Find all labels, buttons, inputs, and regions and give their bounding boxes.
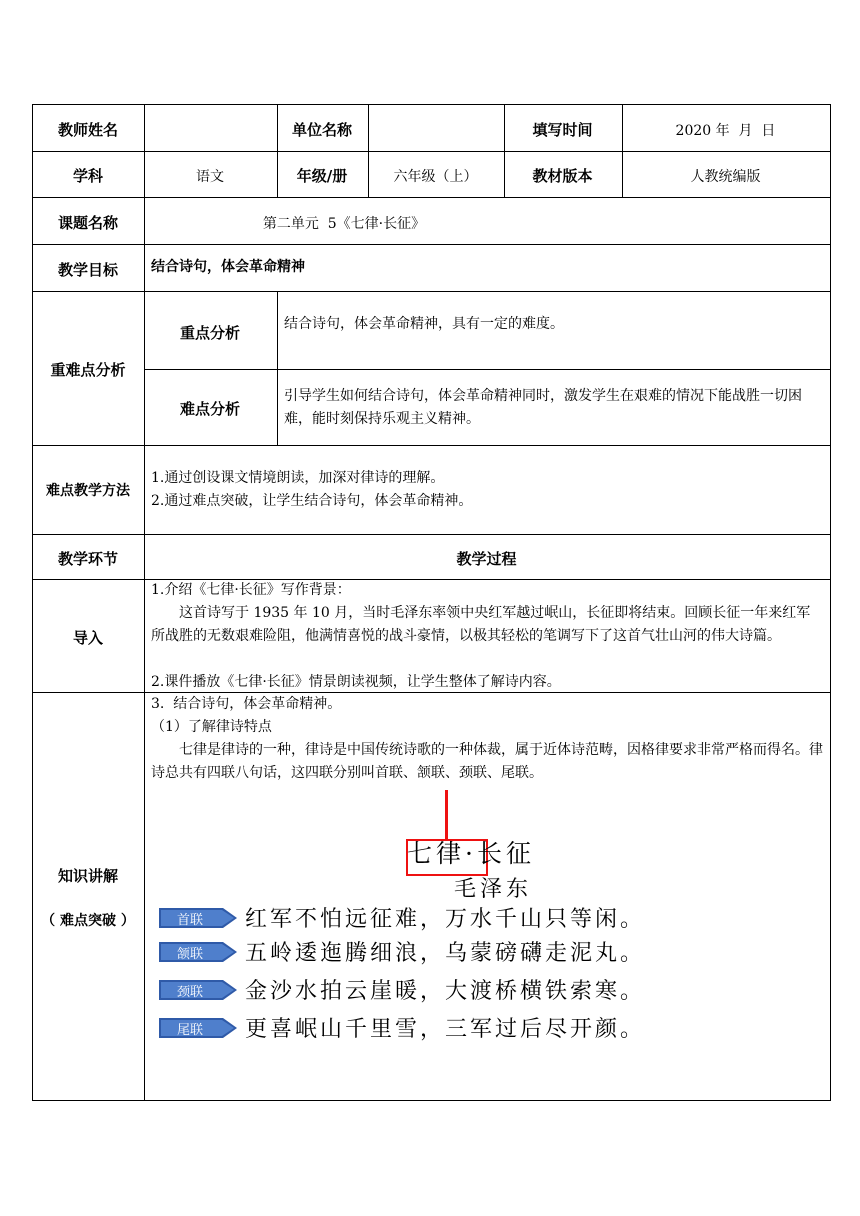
method-line-2: 2.通过难点突破，让学生结合诗句，体会革命精神。 — [151, 493, 473, 509]
knowledge-line-1: 3. 结合诗句，体会革命精神。 — [151, 696, 342, 712]
couplet-row — [159, 1014, 754, 1044]
row-divider — [33, 244, 830, 245]
row-divider — [33, 534, 830, 535]
couplet-row — [159, 938, 754, 968]
poem-author: 毛泽东 — [454, 877, 533, 902]
teaching-process-label: 教学过程 — [456, 550, 517, 568]
key-point-label: 重点分析 — [179, 324, 240, 342]
edition-label: 教材版本 — [532, 167, 593, 185]
lesson-title-value: 第二单元 5《七律·长征》 — [262, 216, 426, 232]
knowledge-paragraph: 七律是律诗的一种，律诗是中国传统诗歌的一种体裁，属于近体诗范畴，因格律要求非常严格而得名。律诗总共有四联八句话，这四联分别叫首联、颔联、颈联、尾联。 — [151, 742, 823, 781]
intro-line-1: 1.介绍《七律·长征》写作背景： — [151, 582, 351, 598]
intro-label: 导入 — [72, 629, 103, 647]
difficulty-label: 难点分析 — [179, 400, 240, 418]
grade-value: 六年级（上） — [393, 169, 478, 185]
poem-figure — [154, 790, 754, 1050]
couplet-row — [159, 976, 754, 1006]
poem-title-boxed: 七律 — [407, 839, 466, 868]
fill-date-value: 2020 年 月 日 — [675, 123, 776, 139]
couplet-tag-label: 颈联 — [177, 985, 204, 1000]
method-label: 难点教学方法 — [46, 483, 130, 499]
couplet-tag — [159, 942, 237, 962]
knowledge-line-2: （1）了解律诗特点 — [151, 719, 272, 735]
lesson-title-label: 课题名称 — [57, 214, 118, 232]
couplet-tag — [159, 980, 237, 1000]
intro-paragraph: 这首诗写于 1935 年 10 月，当时毛泽东率领中央红军越过岷山，长征即将结束。回顾长征一年来红军所战胜的无数艰难险阻，他满情喜悦的战斗豪情，以极其轻松的笔调写下了这首气壮山河的伟大诗篇。 — [151, 605, 811, 644]
key-point-value: 结合诗句，体会革命精神，具有一定的难度。 — [284, 316, 564, 332]
couplet-tag — [159, 908, 237, 928]
unit-name-label: 单位名称 — [291, 121, 352, 139]
teacher-name-label: 教师姓名 — [57, 121, 118, 139]
couplet-text: 五岭逶迤腾细浪，乌蒙磅礴走泥丸。 — [245, 941, 646, 966]
row-divider — [33, 291, 830, 292]
couplet-text: 红军不怕远征难，万水千山只等闲。 — [245, 907, 646, 932]
couplet-tag — [159, 1018, 237, 1038]
table-top-border — [33, 104, 830, 105]
col-divider — [277, 291, 278, 445]
fill-date-label: 填写时间 — [532, 121, 593, 139]
poem-title-rest: ·长征 — [465, 839, 535, 868]
teaching-step-label: 教学环节 — [57, 550, 118, 568]
subject-value: 语文 — [196, 169, 224, 185]
col-divider — [144, 104, 145, 1100]
row-divider — [145, 369, 830, 370]
row-divider — [33, 445, 830, 446]
knowledge-label: 知识讲解 — [57, 867, 118, 885]
teaching-goal-label: 教学目标 — [57, 261, 118, 279]
couplet-row — [159, 904, 754, 934]
grade-label: 年级/册 — [296, 167, 348, 185]
row-divider — [33, 151, 830, 152]
row-divider — [33, 197, 830, 198]
couplet-tag-label: 首联 — [177, 913, 204, 928]
key-difficulty-label: 重难点分析 — [50, 361, 126, 379]
poem-title — [407, 834, 535, 870]
method-line-1: 1.通过创设课文情境朗读，加深对律诗的理解。 — [151, 470, 445, 486]
edition-value: 人教统编版 — [690, 169, 761, 185]
teaching-goal-value: 结合诗句，体会革命精神 — [151, 259, 305, 275]
couplet-text: 金沙水拍云崖暖，大渡桥横铁索寒。 — [245, 979, 646, 1004]
couplet-tag-label: 颔联 — [177, 947, 204, 962]
difficulty-value: 引导学生如何结合诗句，体会革命精神同时，激发学生在艰难的情况下能战胜一切困难，能时刻保持乐观主义精神。 — [284, 388, 802, 427]
couplet-tag-label: 尾联 — [177, 1023, 204, 1038]
knowledge-sublabel: （ 难点突破 ） — [41, 913, 135, 929]
couplet-text: 更喜岷山千里雪，三军过后尽开颜。 — [245, 1017, 646, 1042]
intro-line-2: 2.课件播放《七律·长征》情景朗读视频，让学生整体了解诗内容。 — [151, 674, 561, 690]
pointer-line — [445, 790, 448, 840]
subject-label: 学科 — [72, 167, 103, 185]
